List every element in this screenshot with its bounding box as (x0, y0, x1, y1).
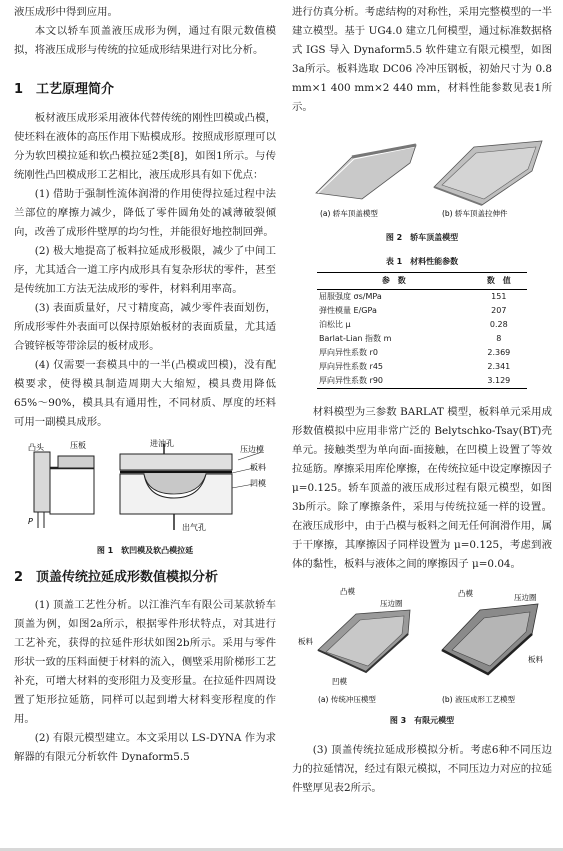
param-cell: 厚向异性系数 r45 (319, 362, 384, 371)
section-1-title: 工艺原理简介 (36, 82, 115, 97)
fig2-sub-a: (a) 轿车顶盖模型 (320, 209, 378, 218)
table-header-row (317, 273, 527, 290)
section-2-number: 2 (14, 570, 24, 585)
table-row (317, 290, 527, 305)
value-cell: 3.129 (471, 374, 527, 389)
simulation-paragraph: 进行仿真分析。考虑结构的对称性，采用完整模型的一半建立模型。基于 UG4.0 建立几何模型，通过标准数据格式 IGS 导入 Dynaform5.5 软件建立有限元模型，如图3a所示。板料选取 DC06 冷冲压钢板，初始尺寸为 0.8 mm×1 400 mm×2 440 mm，材料性能参数见表1所示。 (292, 6, 552, 113)
process-analysis-paragraph: (1) 顶盖工艺性分析。以江淮汽车有限公司某款轿车顶盖为例，如图2a所示，根据零件形状特点，对其进行工艺补充，获得的拉延件形状如图2b所示。采用与零件形状一致的压料面便于材料的流入，侧壁采用阶梯形工艺补充，可增大材料的变形阻力及变形量。在拉延件四周设置了矩形拉延筋，同样可以起到增大材料变形程度的作用。 (14, 599, 276, 725)
fig1-label-blank: 压板 (70, 441, 86, 450)
param-cell: 屈服强度 σs/MPa (319, 292, 382, 301)
material-properties-table (317, 272, 527, 389)
header-value: 数 值 (471, 273, 527, 290)
table-1-caption: 表 1 材料性能参数 (385, 257, 459, 266)
conventional-stamping-model (298, 586, 410, 686)
advantage-4: (4) 仅需要一套模具中的一半(凸模或凹模)，没有配模要求，使得模具制造周期大大缩短，模具费用降低65%～90%，模具具有通用性，不同材质、厚度的坯料可用一副模具成形。 (14, 359, 276, 428)
right-column (292, 0, 552, 798)
section-2-title: 顶盖传统拉延成形数值模拟分析 (36, 570, 219, 585)
advantage-1: (1) 借助于强制性流体润滑的作用使得拉延过程中法兰部位的摩擦力减少，降低了零件圆角处的减薄破裂倾向，改善了成形件壁厚的均匀性，并能很好地控制回弹。 (14, 188, 276, 238)
left-column (14, 0, 276, 767)
table-row (317, 360, 527, 374)
table-row (317, 332, 527, 346)
section-1-number: 1 (14, 82, 24, 97)
value-cell: 0.28 (489, 320, 508, 329)
param-cell: 弹性模量 E/GPa (319, 306, 377, 315)
value-cell: 2.341 (487, 362, 511, 371)
advantage-2: (2) 极大地提高了板料拉延成形极限，减少了中间工序，尤其适合一道工序内成形具有复杂形状的零件，甚至是传统加工方法无法成形的零件，材料利用率高。 (14, 245, 276, 295)
value-cell: 2.369 (487, 348, 511, 357)
fig3b-label-punch: 凸模 (458, 589, 473, 598)
fig3a-label-die: 凹模 (332, 677, 347, 686)
fig3-sub-a: (a) 传统冲压模型 (318, 695, 376, 704)
fig3a-label-punch: 凸模 (340, 587, 355, 596)
roof-panel-drawn-part (434, 141, 542, 205)
param-cell: 厚向异性系数 r0 (319, 348, 378, 357)
soft-punch-drawing (120, 438, 266, 532)
intro-paragraph: 本文以轿车顶盖液压成形为例，通过有限元数值模拟，将液压成形与传统的拉延成形结果进行对比分析。 (14, 25, 276, 56)
fem-setup-paragraph: (2) 有限元模型建立。本文采用以 LS-DYNA 作为求解器的有限元分析软件 Dynaform5.5 (14, 732, 276, 763)
fig1-label-inlet: 进油孔 (150, 439, 174, 448)
advantage-3: (3) 表面质量好，尺寸精度高，减少零件表面划伤，所成形零件外表面可以保持原始板材的表面质量，尤其适合镀锌板等带涂层的板材成形。 (14, 302, 276, 352)
fig3a-label-sheet: 板料 (298, 637, 313, 646)
figure-2-images (292, 123, 552, 219)
roof-panel-model (316, 145, 416, 199)
figure-3 (292, 580, 552, 727)
figure-3-images (292, 580, 552, 706)
fig1-label-binder: 压边模 (240, 445, 264, 454)
material-model-paragraph: 材料模型为三参数 BARLAT 模型，板料单元采用成形数值模拟中应用非常广泛的 Belytschko-Tsay(BT)壳单元。接触类型为单向面-面接触，在凹模上设置了等效拉延筋。摩擦采用库伦摩擦，在传统拉延中设定摩擦因子 μ=0.125。轿车顶盖的液压成形过程有限元模型，如图3b所示。除了摩擦条件，采用与传统拉延一样的设置。在液压成形中，由于凸模与板料之间无任何润滑作用，属于干摩擦，其摩擦因子同样设置为 μ=0.125，考虑到液体的黏性，板料与液体之间的摩擦因子 μ=0.04。 (292, 406, 552, 570)
fig3b-label-sheet: 板料 (528, 655, 543, 664)
hydroforming-model (442, 588, 543, 674)
drawing-simulation-paragraph: (3) 顶盖传统拉延成形模拟分析。考虑6种不同压边力的拉延情况，经过有限元模拟，不同压边力对应的拉延件壁厚见表2所示。 (292, 744, 552, 794)
fig1-label-punch: 凸头 (28, 443, 44, 452)
param-cell: 泊松比 μ (319, 320, 351, 329)
table-row (317, 304, 527, 318)
figure-1-diagram (14, 438, 276, 538)
soft-die-drawing (28, 440, 94, 528)
fig2-sub-b: (b) 轿车顶盖拉伸件 (442, 209, 508, 218)
fig1-label-p: P (28, 517, 33, 526)
table-row (317, 346, 527, 360)
param-cell: 厚向异性系数 r90 (317, 374, 471, 389)
figure-2 (292, 123, 552, 244)
figure-1-caption: 图 1 软凹模及软凸模拉延 (96, 546, 194, 555)
header-param: 参 数 (317, 273, 471, 290)
value-cell: 207 (491, 306, 507, 315)
value-cell: 151 (491, 292, 507, 301)
table-row (317, 318, 527, 332)
table-1 (292, 256, 552, 389)
fig1-label-sheet: 板料 (250, 463, 266, 472)
principle-paragraph: 板材液压成形采用液体代替传统的刚性凹模或凸模，使坯料在液体的高压作用下贴模成形。按照成形原理可以分为软凹模拉延和软凸模拉延2类[8]，如图1所示。与传统刚性凸凹模成形工艺相比，液压成形具有如下优点： (14, 112, 276, 181)
fig3-sub-b: (b) 液压成形工艺模型 (442, 695, 515, 704)
param-cell: Barlat-Lian 指数 m (319, 334, 392, 343)
intro-tail: 液压成形中得到应用。 (14, 6, 118, 18)
fig3a-label-binder: 压边圈 (380, 599, 403, 608)
fig1-label-die: 凹模 (250, 479, 266, 488)
section-1-heading (14, 80, 276, 100)
figure-2-caption: 图 2 轿车顶盖模型 (385, 233, 459, 242)
fig1-label-outlet: 出气孔 (182, 523, 206, 532)
value-cell: 8 (496, 334, 502, 343)
fig3b-label-binder: 压边圈 (514, 593, 537, 602)
table-row (317, 374, 527, 389)
figure-3-caption: 图 3 有限元模型 (389, 716, 455, 725)
figure-1 (14, 438, 276, 555)
section-2-heading (14, 568, 276, 588)
